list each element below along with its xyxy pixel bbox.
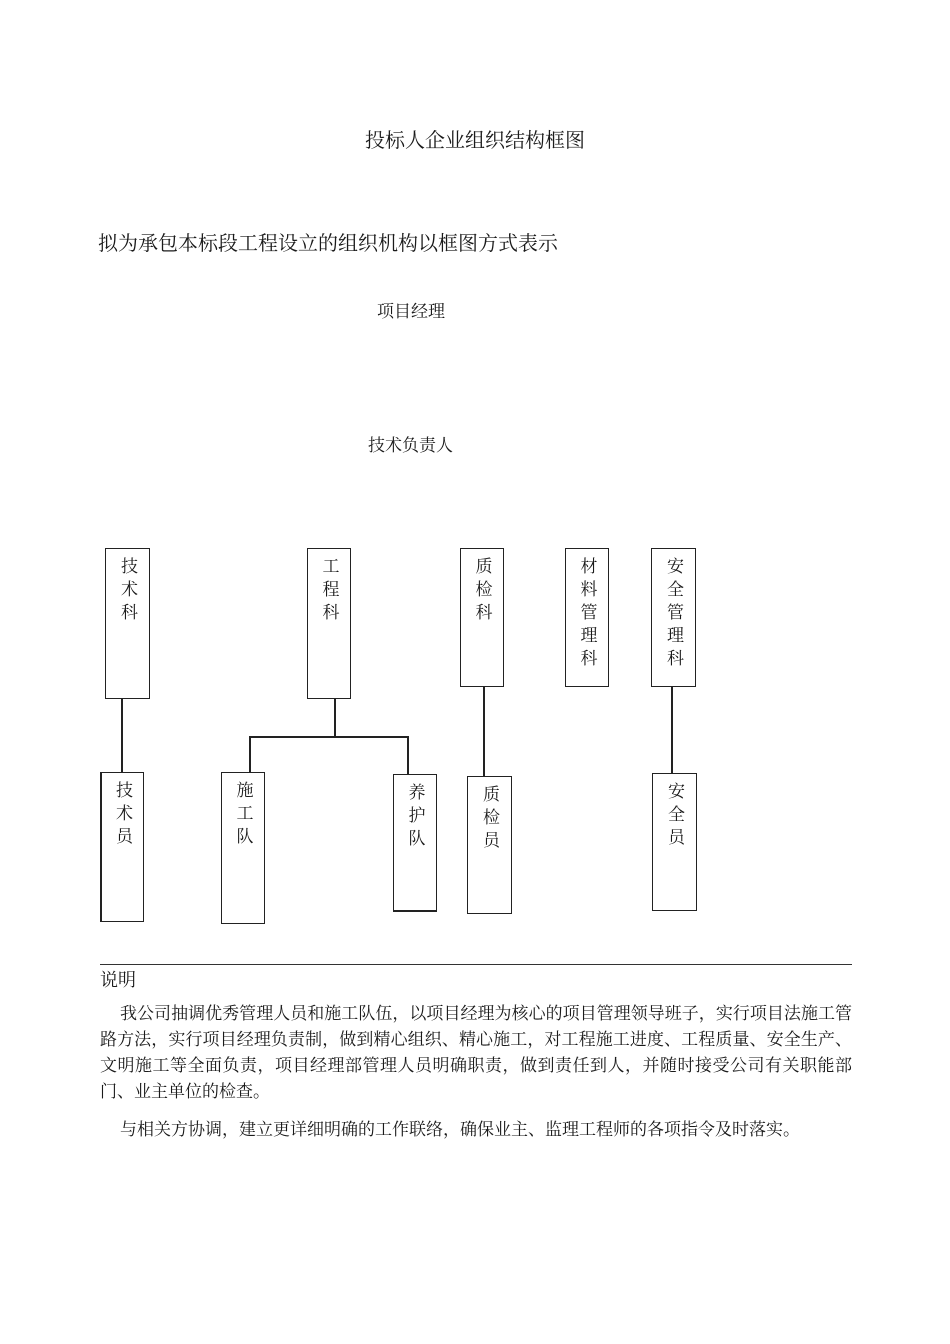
connector-engineering-horizontal: [249, 736, 408, 738]
dept-box-engineering: [307, 548, 351, 699]
connector-engineering-down: [334, 699, 336, 737]
document-subtitle: 拟为承包本标段工程设立的组织机构以框图方式表示: [98, 231, 558, 255]
connector-technical: [121, 699, 123, 772]
dept-label-engineering: 工程科: [318, 557, 339, 626]
team-box-technician: [100, 772, 144, 922]
team-box-construction: [221, 772, 265, 924]
team-label-maintenance: 养护队: [404, 783, 425, 852]
team-box-safety-officer: [652, 773, 697, 911]
role-technical-lead: 技术负责人: [368, 436, 453, 456]
connector-quality: [483, 687, 485, 776]
role-project-manager: 项目经理: [377, 302, 445, 322]
notes-paragraph-2: 与相关方协调，建立更详细明确的工作联络，确保业主、监理工程师的各项指令及时落实。: [120, 1120, 800, 1140]
dept-label-technical: 技术科: [117, 557, 137, 626]
dept-label-safety: 安全管理科: [663, 557, 683, 672]
team-box-maintenance: [393, 774, 437, 912]
team-label-inspector: 质检员: [479, 785, 499, 854]
dept-box-materials: [565, 548, 609, 687]
dept-label-materials: 材料管理科: [576, 557, 597, 672]
dept-box-quality: [460, 548, 504, 687]
section-divider: [100, 964, 852, 965]
connector-engineering-right: [407, 736, 409, 774]
team-label-safety-officer: 安全员: [664, 782, 684, 851]
connector-engineering-left: [249, 736, 251, 772]
connector-safety: [671, 687, 673, 773]
team-label-construction: 施工队: [232, 781, 253, 850]
dept-label-quality: 质检科: [471, 557, 492, 626]
team-box-inspector: [467, 776, 512, 914]
document-title: 投标人企业组织结构框图: [365, 128, 585, 152]
notes-heading: 说明: [100, 970, 136, 991]
dept-box-technical: [105, 548, 150, 699]
notes-paragraph-1: 我公司抽调优秀管理人员和施工队伍，以项目经理为核心的项目管理领导班子，实行项目法施工管路方法，实行项目经理负责制，做到精心组织、精心施工，对工程施工进度、工程质量、安全生产、文明施工等全面负责，项目经理部管理人员明确职责，做到责任到人，并随时接受公司有关职能部门、业主单位的检查。: [100, 1004, 852, 1102]
dept-box-safety: [651, 548, 696, 687]
team-label-technician: 技术员: [112, 781, 132, 850]
